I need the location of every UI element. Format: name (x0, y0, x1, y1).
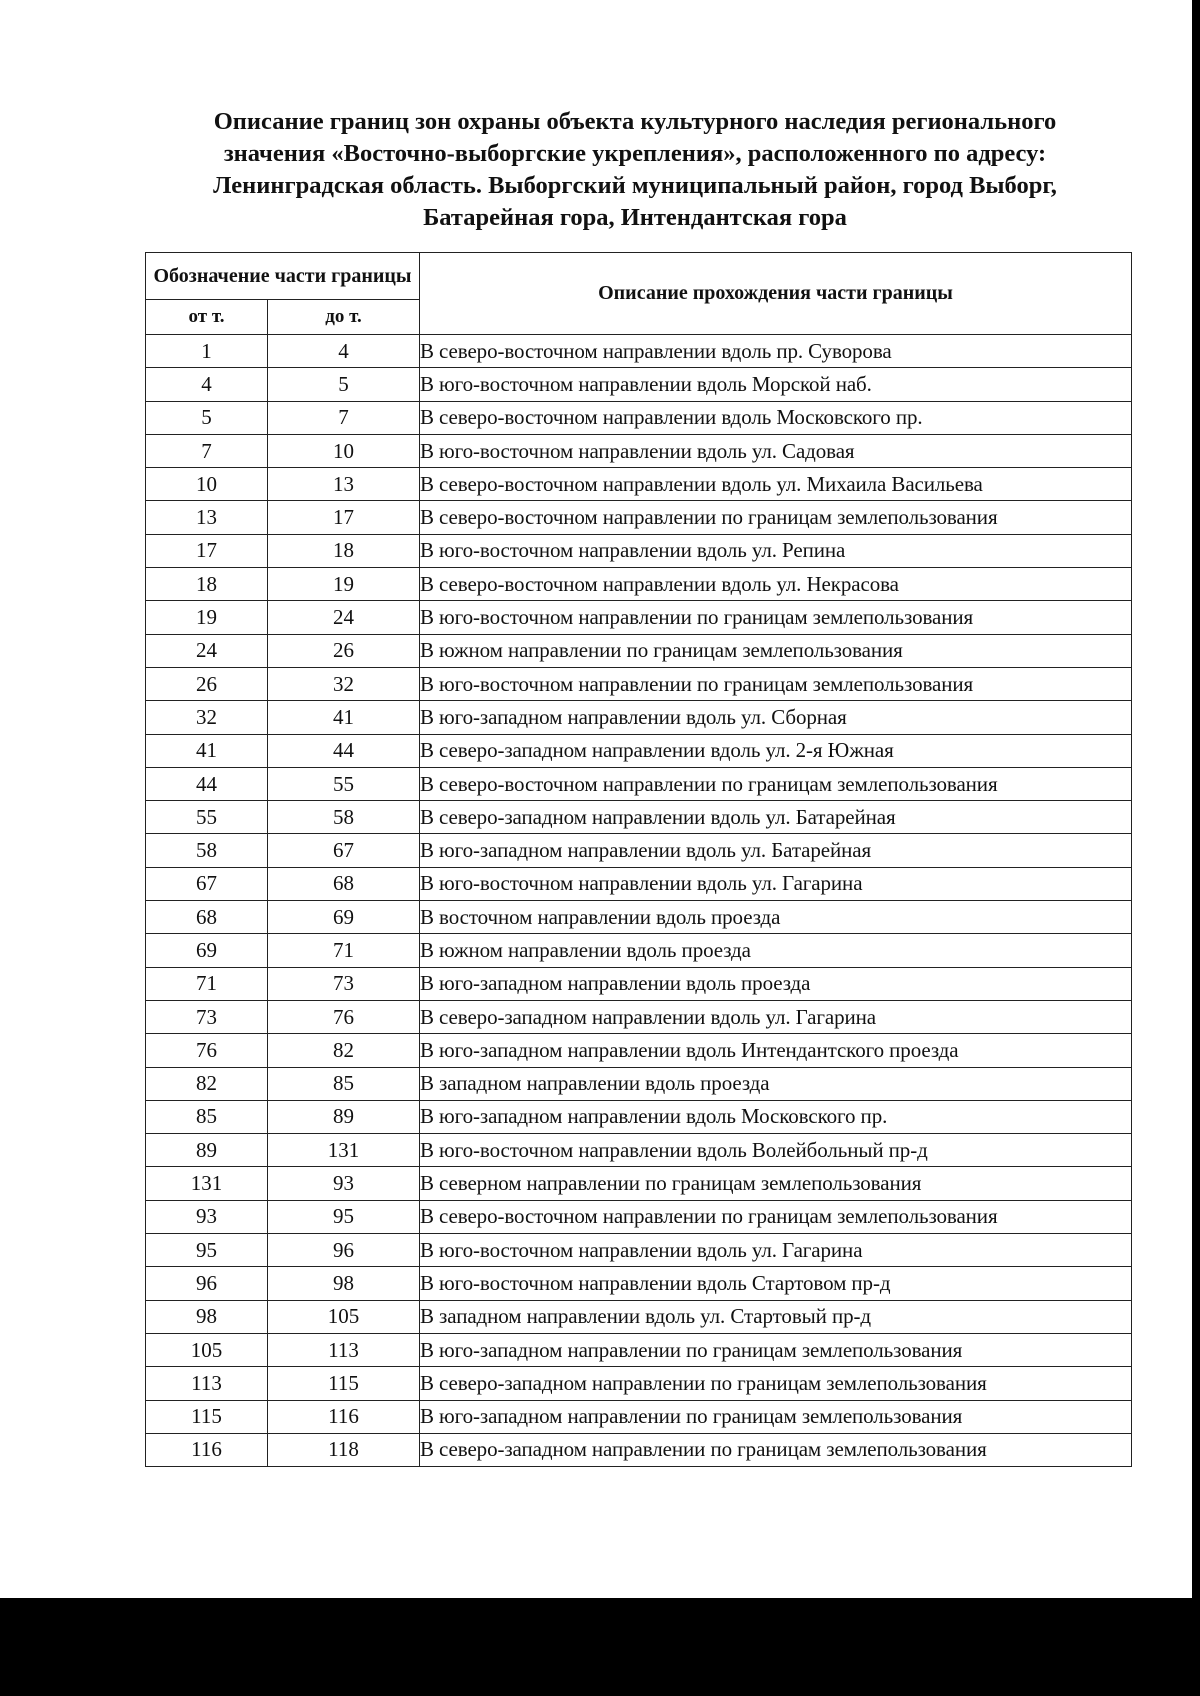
description-cell: В юго-западном направлении вдоль ул. Батарейная (420, 834, 1132, 867)
to-point-cell: 115 (268, 1367, 420, 1400)
to-point-cell: 4 (268, 335, 420, 368)
to-point-cell: 93 (268, 1167, 420, 1200)
table-row (146, 1300, 1132, 1333)
from-point-cell: 68 (146, 901, 268, 934)
scan-edge-shadow-right (1192, 0, 1200, 1696)
from-point-cell: 131 (146, 1167, 268, 1200)
description-cell: В северо-западном направлении вдоль ул. 2-я Южная (420, 734, 1132, 767)
table-row (146, 368, 1132, 401)
table-row (146, 501, 1132, 534)
from-point-cell: 96 (146, 1267, 268, 1300)
to-point-cell: 76 (268, 1000, 420, 1033)
table-row (146, 867, 1132, 900)
from-point-cell: 7 (146, 434, 268, 467)
table-row (146, 1200, 1132, 1233)
document-title (140, 106, 1130, 234)
description-cell: В северо-восточном направлении вдоль ул. Некрасова (420, 568, 1132, 601)
description-cell: В северо-западном направлении по границам землепользования (420, 1433, 1132, 1466)
scan-edge-shadow-bottom (0, 1598, 1200, 1696)
from-point-cell: 73 (146, 1000, 268, 1033)
to-point-cell: 85 (268, 1067, 420, 1100)
header-boundary-part: Обозначение части границы (146, 253, 420, 300)
from-point-cell: 115 (146, 1400, 268, 1433)
to-point-cell: 71 (268, 934, 420, 967)
description-cell: В северном направлении по границам землепользования (420, 1167, 1132, 1200)
table-body (146, 335, 1132, 1467)
table-row (146, 335, 1132, 368)
table-row (146, 468, 1132, 501)
from-point-cell: 41 (146, 734, 268, 767)
to-point-cell: 82 (268, 1034, 420, 1067)
description-cell: В юго-западном направлении вдоль Интендантского проезда (420, 1034, 1132, 1067)
to-point-cell: 98 (268, 1267, 420, 1300)
header-description: Описание прохождения части границы (420, 253, 1132, 335)
table-row (146, 1433, 1132, 1466)
table-row (146, 634, 1132, 667)
description-cell: В юго-западном направлении по границам землепользования (420, 1333, 1132, 1366)
table-row (146, 1367, 1132, 1400)
from-point-cell: 116 (146, 1433, 268, 1466)
description-cell: В южном направлении вдоль проезда (420, 934, 1132, 967)
from-point-cell: 89 (146, 1134, 268, 1167)
to-point-cell: 69 (268, 901, 420, 934)
table-row (146, 1034, 1132, 1067)
from-point-cell: 71 (146, 967, 268, 1000)
table-row (146, 901, 1132, 934)
description-cell: В юго-восточном направлении вдоль Волейбольный пр-д (420, 1134, 1132, 1167)
from-point-cell: 17 (146, 534, 268, 567)
title-line: Батарейная гора, Интендантская гора (423, 204, 847, 231)
from-point-cell: 67 (146, 867, 268, 900)
table-row (146, 1167, 1132, 1200)
description-cell: В северо-западном направлении по границам землепользования (420, 1367, 1132, 1400)
header-to-point: до т. (268, 300, 420, 335)
to-point-cell: 96 (268, 1234, 420, 1267)
from-point-cell: 95 (146, 1234, 268, 1267)
description-cell: В юго-восточном направлении вдоль ул. Гагарина (420, 1234, 1132, 1267)
table-row (146, 534, 1132, 567)
description-cell: В северо-западном направлении вдоль ул. Батарейная (420, 801, 1132, 834)
to-point-cell: 10 (268, 434, 420, 467)
description-cell: В юго-восточном направлении вдоль ул. Садовая (420, 434, 1132, 467)
to-point-cell: 17 (268, 501, 420, 534)
table-row (146, 834, 1132, 867)
table-row (146, 434, 1132, 467)
description-cell: В северо-восточном направлении по границам землепользования (420, 1200, 1132, 1233)
description-cell: В юго-восточном направлении по границам землепользования (420, 601, 1132, 634)
table-row (146, 401, 1132, 434)
table-row (146, 601, 1132, 634)
description-cell: В западном направлении вдоль проезда (420, 1067, 1132, 1100)
description-cell: В юго-восточном направлении по границам землепользования (420, 667, 1132, 700)
to-point-cell: 116 (268, 1400, 420, 1433)
description-cell: В юго-восточном направлении вдоль Стартовом пр-д (420, 1267, 1132, 1300)
from-point-cell: 113 (146, 1367, 268, 1400)
table-row (146, 1333, 1132, 1366)
to-point-cell: 19 (268, 568, 420, 601)
header-from-point: от т. (146, 300, 268, 335)
from-point-cell: 85 (146, 1100, 268, 1133)
to-point-cell: 41 (268, 701, 420, 734)
from-point-cell: 13 (146, 501, 268, 534)
table-row (146, 1000, 1132, 1033)
to-point-cell: 58 (268, 801, 420, 834)
from-point-cell: 93 (146, 1200, 268, 1233)
to-point-cell: 95 (268, 1200, 420, 1233)
from-point-cell: 98 (146, 1300, 268, 1333)
from-point-cell: 26 (146, 667, 268, 700)
from-point-cell: 105 (146, 1333, 268, 1366)
from-point-cell: 44 (146, 767, 268, 800)
description-cell: В юго-восточном направлении вдоль ул. Гагарина (420, 867, 1132, 900)
from-point-cell: 1 (146, 335, 268, 368)
to-point-cell: 113 (268, 1333, 420, 1366)
table-row (146, 568, 1132, 601)
description-cell: В восточном направлении вдоль проезда (420, 901, 1132, 934)
description-cell: В северо-восточном направлении вдоль Московского пр. (420, 401, 1132, 434)
description-cell: В северо-западном направлении вдоль ул. Гагарина (420, 1000, 1132, 1033)
to-point-cell: 105 (268, 1300, 420, 1333)
from-point-cell: 18 (146, 568, 268, 601)
description-cell: В северо-восточном направлении по границам землепользования (420, 767, 1132, 800)
from-point-cell: 5 (146, 401, 268, 434)
to-point-cell: 131 (268, 1134, 420, 1167)
table-row (146, 667, 1132, 700)
table-header (146, 253, 1132, 335)
to-point-cell: 89 (268, 1100, 420, 1133)
table-row (146, 1400, 1132, 1433)
to-point-cell: 44 (268, 734, 420, 767)
table-row (146, 1067, 1132, 1100)
to-point-cell: 118 (268, 1433, 420, 1466)
table-row (146, 1100, 1132, 1133)
to-point-cell: 67 (268, 834, 420, 867)
description-cell: В южном направлении по границам землепользования (420, 634, 1132, 667)
title-line: Ленинградская область. Выборгский муниципальный район, город Выборг, (213, 172, 1057, 199)
to-point-cell: 73 (268, 967, 420, 1000)
table-row (146, 701, 1132, 734)
description-cell: В северо-восточном направлении по границам землепользования (420, 501, 1132, 534)
from-point-cell: 4 (146, 368, 268, 401)
table-row (146, 934, 1132, 967)
description-cell: В северо-восточном направлении вдоль пр. Суворова (420, 335, 1132, 368)
table-row (146, 1134, 1132, 1167)
table-row (146, 767, 1132, 800)
from-point-cell: 58 (146, 834, 268, 867)
description-cell: В юго-западном направлении по границам землепользования (420, 1400, 1132, 1433)
from-point-cell: 32 (146, 701, 268, 734)
to-point-cell: 55 (268, 767, 420, 800)
to-point-cell: 26 (268, 634, 420, 667)
table-row (146, 734, 1132, 767)
to-point-cell: 18 (268, 534, 420, 567)
boundary-table (145, 252, 1132, 1467)
from-point-cell: 76 (146, 1034, 268, 1067)
from-point-cell: 82 (146, 1067, 268, 1100)
table-row (146, 1234, 1132, 1267)
to-point-cell: 5 (268, 368, 420, 401)
from-point-cell: 69 (146, 934, 268, 967)
description-cell: В юго-восточном направлении вдоль Морской наб. (420, 368, 1132, 401)
description-cell: В западном направлении вдоль ул. Стартовый пр-д (420, 1300, 1132, 1333)
to-point-cell: 13 (268, 468, 420, 501)
to-point-cell: 7 (268, 401, 420, 434)
from-point-cell: 10 (146, 468, 268, 501)
title-line: Описание границ зон охраны объекта культурного наследия регионального (213, 108, 1057, 135)
description-cell: В северо-восточном направлении вдоль ул. Михаила Васильева (420, 468, 1132, 501)
to-point-cell: 68 (268, 867, 420, 900)
to-point-cell: 32 (268, 667, 420, 700)
from-point-cell: 24 (146, 634, 268, 667)
title-line: значения «Восточно-выборгские укрепления», расположенного по адресу: (223, 140, 1047, 167)
description-cell: В юго-западном направлении вдоль проезда (420, 967, 1132, 1000)
from-point-cell: 19 (146, 601, 268, 634)
from-point-cell: 55 (146, 801, 268, 834)
table-row (146, 1267, 1132, 1300)
description-cell: В юго-западном направлении вдоль Московского пр. (420, 1100, 1132, 1133)
description-cell: В юго-западном направлении вдоль ул. Сборная (420, 701, 1132, 734)
description-cell: В юго-восточном направлении вдоль ул. Репина (420, 534, 1132, 567)
table-row (146, 801, 1132, 834)
to-point-cell: 24 (268, 601, 420, 634)
table-row (146, 967, 1132, 1000)
